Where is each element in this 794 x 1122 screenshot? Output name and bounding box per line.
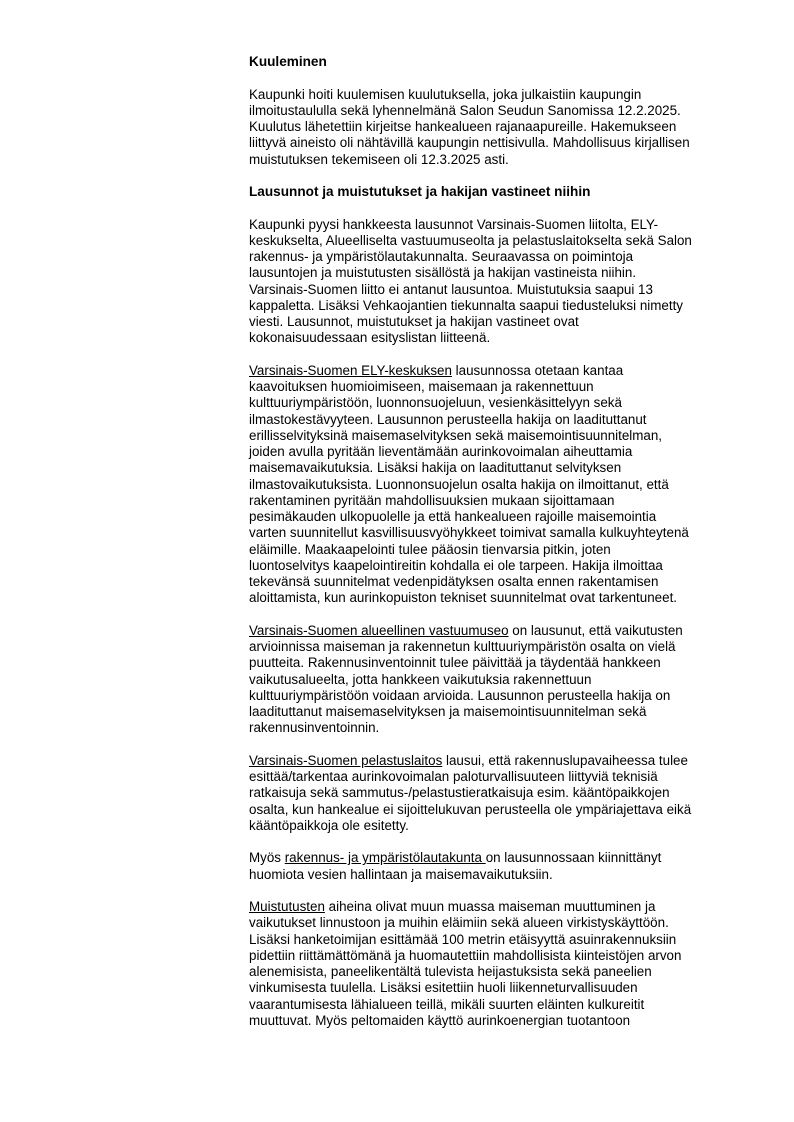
text-line: osalta, kun hankealue ei sijoittelukuvan perusteella ole ympäriajettava eikä <box>249 801 692 817</box>
paragraph-museo-statement <box>249 623 749 737</box>
text-fragment: lausunnossa otetaan kantaa <box>451 362 624 378</box>
text-line: ratkaisuja sekä sammutus-/pelastustieratkaisuja esim. kääntöpaikkojen <box>249 785 670 801</box>
text-line: Varsinais-Suomen liitto ei antanut lausuntoa. Muistutuksia saapui 13 <box>249 281 653 297</box>
paragraph-ely-statement <box>249 363 749 607</box>
text-line: liittyvä aineisto oli nähtävillä kaupungin nettisivulla. Mahdollisuus kirjallisen <box>249 135 690 151</box>
text-line: varten suunnitellut kasvillisuusvyöhykkeet toimivat samalla kulkuyhteytenä <box>249 525 689 541</box>
text-line <box>249 850 749 866</box>
paragraph-lausunnot-intro <box>249 217 749 347</box>
text-line <box>249 363 749 379</box>
text-line: kaavoituksen huomioimiseen, maisemaan ja rakennettuun <box>249 379 594 394</box>
text-fragment: lausui, että rakennuslupavaiheessa tulee <box>442 752 688 768</box>
text-line: vinkumisesta tuulella. Lisäksi esitettiin huoli liikenneturvallisuuden <box>249 980 638 996</box>
text-fragment: Myös <box>249 850 285 866</box>
underlined-source-museo: Varsinais-Suomen alueellinen vastuumuseo <box>249 622 509 638</box>
text-line: kokonaisuudessaan esityslistan liitteenä. <box>249 330 491 346</box>
text-fragment: on lausunnossaan kiinnittänyt <box>485 850 662 866</box>
underlined-source-muistutukset: Muistutusten <box>249 899 325 914</box>
text-line: ilmoitustaululla sekä lyhennelmänä Salon Seudun Sanomissa 12.2.2025. <box>249 102 681 118</box>
text-line: esittää/tarkentaa aurinkovoimalan paloturvallisuuteen liittyviä teknisiä <box>249 769 658 784</box>
text-line: ilmastokestävyyteen. Lausunnon perusteella hakija on laadituttanut <box>249 411 647 427</box>
text-line: Kaupunki hoiti kuulemisen kuulutuksella, joka julkaistiin kaupungin <box>249 86 642 102</box>
text-line: alenemisista, paneelikentältä tulevista heijastuksista sekä paneelien <box>249 964 652 979</box>
document-page <box>249 54 749 1029</box>
text-line: rakentaminen pyritään mahdollisuuksien mukaan sijoittamaan <box>249 492 615 508</box>
text-line: kappaletta. Lisäksi Vehkaojantien tiekunnalta saapui tiedusteluksi nimetty <box>249 297 683 313</box>
text-line: ilmastovaikutuksista. Luonnonsuojelun osalta hakija on ilmoittanut, että <box>249 476 669 492</box>
text-line: kulttuuriympäristöön, luonnonsuojeluun, vesienkäsittelyyn sekä <box>249 395 622 411</box>
text-line: laadituttanut maisemaselvityksen ja maisemointisuunnitelman sekä <box>249 704 647 719</box>
section-heading-kuuleminen: Kuuleminen <box>249 54 327 69</box>
text-line: lausuntojen ja muistutusten sisällöstä ja hakijan vastineista niihin. <box>249 265 637 281</box>
text-line: arvioinnissa maiseman ja rakennetun kulttuuriympäristön osalta on vielä <box>249 639 676 654</box>
text-line: eläimille. Maakaapelointi tulee pääosin tienvarsia pitkin, joten <box>249 541 611 557</box>
text-line: tekevänsä suunnitelmat vedenpidätyksen osalta ennen rakentamisen <box>249 574 659 589</box>
underlined-source-pelastus: Varsinais-Suomen pelastuslaitos <box>249 752 443 768</box>
paragraph-pelastus-statement <box>249 753 749 834</box>
paragraph-muistutukset <box>249 899 749 1029</box>
text-line: erillisselvityksinä maisemaselvityksen sekä maisemointisuunnitelman, <box>249 427 663 443</box>
text-line: aloittamista, kun aurinkopuiston tekniset suunnitelmat ovat tarkentuneet. <box>249 590 678 606</box>
text-line: muistutuksen tekemiseen oli 12.3.2025 asti. <box>249 151 509 167</box>
text-line: vaikutukset linnustoon ja muihin eläimiin sekä alueen virkistyskäyttöön. <box>249 915 669 931</box>
text-line: vaarantumisesta lähialueen teillä, mikäli suurten eläinten kulkureitit <box>249 996 645 1012</box>
underlined-source-lautakunta: rakennus- ja ympäristölautakunta <box>284 850 486 866</box>
text-line: huomiota vesien hallintaan ja maisemavaikutuksiin. <box>249 866 553 882</box>
paragraph-kuuleminen <box>249 87 749 168</box>
text-line: maisemavaikutuksia. Lisäksi hakija on laadituttanut selvityksen <box>249 460 622 476</box>
text-line: kulttuuriympäristöön voidaan arvioida. Lausunnon perusteella hakija on <box>249 687 671 703</box>
text-line: kääntöpaikkoja ole esitetty. <box>249 817 409 833</box>
text-line: puutteita. Rakennusinventoinnit tulee päivittää ja täydentää hankkeen <box>249 655 661 671</box>
text-line <box>249 899 749 915</box>
text-line: viesti. Lausunnot, muistutukset ja hakijan vastineet ovat <box>249 314 579 329</box>
text-line: rakennus- ja ympäristölautakunnalta. Seuraavassa on poimintoja <box>249 249 634 264</box>
text-line <box>249 623 749 639</box>
section-heading-lausunnot: Lausunnot ja muistutukset ja hakijan vastineet niihin <box>249 184 591 199</box>
text-line: vaikutusalueelta, jotta hankkeen vaikutuksia rakennettuun <box>249 671 592 687</box>
text-line: muuttuvat. Myös peltomaiden käyttö aurinkoenergian tuotantoon <box>249 1012 631 1028</box>
text-line: rakennusinventoinnin. <box>249 720 380 736</box>
text-line: pesimäkauden ulkopuolelle ja että hankealueen rajoille maisemointia <box>249 509 657 524</box>
text-line: Lisäksi hanketoimijan esittämää 100 metrin etäisyyttä asuinrakennuksiin <box>249 931 677 947</box>
text-line: joiden avulla pyritään lieventämään aurinkovoimalan aiheuttamia <box>249 444 633 459</box>
text-fragment: on lausunut, että vaikutusten <box>508 622 683 638</box>
text-line: Kuulutus lähetettiin kirjeitse hankealueen rajanaapureille. Hakemukseen <box>249 119 677 134</box>
text-line: pidettiin riittämättömänä ja huomautettiin mahdollisista kiinteistöjen arvon <box>249 947 682 963</box>
underlined-source-ely: Varsinais-Suomen ELY-keskuksen <box>249 362 452 378</box>
text-line: luontoselvitys kaapelointireitin kohdalla ei ole tarpeen. Hakija ilmoittaa <box>249 557 663 573</box>
text-line: keskukselta, Alueelliselta vastuumuseolta ja pelastuslaitokselta sekä Salon <box>249 232 692 248</box>
paragraph-lautakunta-statement <box>249 850 749 883</box>
text-line <box>249 753 749 769</box>
text-line: Kaupunki pyysi hankkeesta lausunnot Varsinais-Suomen liitolta, ELY- <box>249 216 659 232</box>
text-fragment: aiheina olivat muun muassa maiseman muuttuminen ja <box>324 899 656 914</box>
